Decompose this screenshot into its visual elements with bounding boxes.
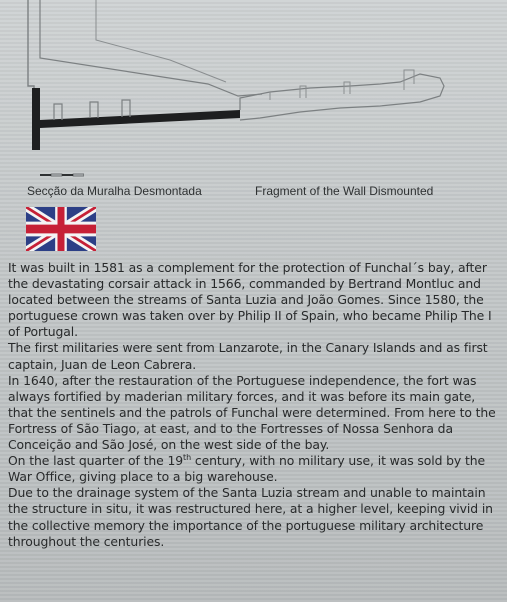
dismounted-wall-section: [32, 88, 240, 150]
paragraph-restoration: In 1640, after the restauration of the Portuguese independence, the fort was always fortified by maderian military forces, and it was before its main gate, that the sentinels and the patrols of Funchal were determined. From here to the Fortress of São Tiago, at east, and to the Fortresses of Nossa Senhora da Conceição and São José, on the west side of the bay.: [8, 372, 496, 453]
paragraph-construction: It was built in 1581 as a complement for the protection of Funchal´s bay, after the devastating corsair attack in 1566, commanded by Bertrand Montluc and located between the streams of Santa Luzia and João Gomes. Since 1580, the portuguese crown was taken over by Philip II of Spain, who became Philip The I of Portugal.: [8, 260, 492, 340]
paragraph-first-militaries: The first militaries were sent from Lanzarote, in the Canary Islands and as first captain, Juan de Leon Cabrera.: [8, 340, 488, 372]
remaining-wall-outline: [240, 74, 444, 120]
remaining-wall-detail: [270, 70, 414, 100]
history-text: [8, 260, 500, 550]
wall-plan-diagram: [0, 0, 507, 150]
union-jack-flag-icon: [26, 207, 96, 251]
caption-portuguese: Secção da Muralha Desmontada: [27, 184, 202, 198]
scale-bar: [40, 172, 84, 178]
paragraph-19th-century: On the last quarter of the 19th century, with no military use, it was sold by the War Office, giving place to a big warehouse.: [8, 453, 486, 485]
upper-wall-outline: [40, 0, 262, 96]
caption-english: Fragment of the Wall Dismounted: [255, 184, 434, 198]
paragraph-restructuring: Due to the drainage system of the Santa Luzia stream and unable to maintain the structure in situ, it was restructured here, at a higher level, keeping vivid in the collective memory the importance of the portuguese military architecture throughout the centuries.: [8, 485, 493, 549]
